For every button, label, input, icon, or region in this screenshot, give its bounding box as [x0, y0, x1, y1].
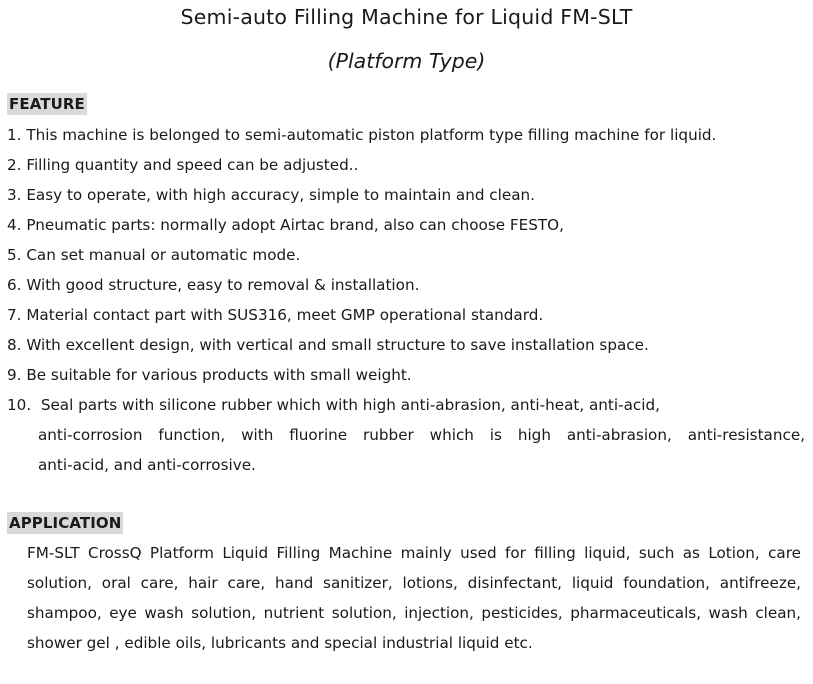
feature-item-text: Seal parts with silicone rubber which with high anti-abrasion, anti-heat, anti-acid, — [40, 396, 660, 414]
feature-item-number: 6. — [7, 276, 22, 294]
feature-item-line — [7, 390, 807, 420]
feature-item-number: 8. — [7, 336, 22, 354]
feature-item — [7, 330, 807, 360]
feature-item — [7, 390, 807, 480]
feature-item-text: With good structure, easy to removal & installation. — [26, 276, 420, 294]
feature-item-continuation: anti-corrosion function, with fluorine rubber which is high anti-abrasion, anti-resistance, — [38, 426, 805, 444]
feature-item-text: Easy to operate, with high accuracy, simple to maintain and clean. — [26, 186, 535, 204]
feature-item-number: 7. — [7, 306, 22, 324]
feature-item-text: Material contact part with SUS316, meet GMP operational standard. — [26, 306, 544, 324]
feature-item — [7, 120, 807, 150]
feature-item-text: Be suitable for various products with small weight. — [26, 366, 412, 384]
feature-item — [7, 270, 807, 300]
feature-heading: FEATURE — [9, 95, 85, 113]
feature-item-number: 9. — [7, 366, 22, 384]
document-subtitle: (Platform Type) — [327, 49, 486, 73]
feature-item — [7, 360, 807, 390]
document-title: Semi-auto Filling Machine for Liquid FM-SLT — [180, 5, 633, 29]
feature-list — [7, 120, 807, 480]
feature-item — [7, 240, 807, 270]
feature-item-number: 2. — [7, 156, 22, 174]
feature-item-number: 4. — [7, 216, 22, 234]
feature-item-text: This machine is belonged to semi-automatic piston platform type filling machine for liquid. — [26, 126, 717, 144]
feature-item — [7, 150, 807, 180]
feature-item-text: Can set manual or automatic mode. — [26, 246, 301, 264]
feature-item — [7, 300, 807, 330]
feature-item — [7, 180, 807, 210]
feature-item-text: Pneumatic parts: normally adopt Airtac brand, also can choose FESTO, — [26, 216, 564, 234]
feature-item-text: With excellent design, with vertical and small structure to save installation space. — [26, 336, 649, 354]
feature-item-text: Filling quantity and speed can be adjusted.. — [26, 156, 359, 174]
feature-item-continuation: anti-acid, and anti-corrosive. — [38, 456, 256, 474]
feature-item — [7, 210, 807, 240]
application-text: FM-SLT CrossQ Platform Liquid Filling Machine mainly used for filling liquid, such as Lotion, care solution, oral care, hair care, hand sanitizer, lotions, disinfectant, liquid foundation, antifreeze, shampoo, eye wash solution, nutrient solution, injection, pesticides, pharmaceuticals, wash clean, shower gel , edible oils, lubricants and special industrial liquid etc. — [27, 544, 801, 652]
feature-item-number: 5. — [7, 246, 22, 264]
feature-item-number: 1. — [7, 126, 22, 144]
feature-item-number: 3. — [7, 186, 22, 204]
feature-item-number: 10. — [7, 396, 32, 414]
application-heading: APPLICATION — [9, 514, 122, 532]
